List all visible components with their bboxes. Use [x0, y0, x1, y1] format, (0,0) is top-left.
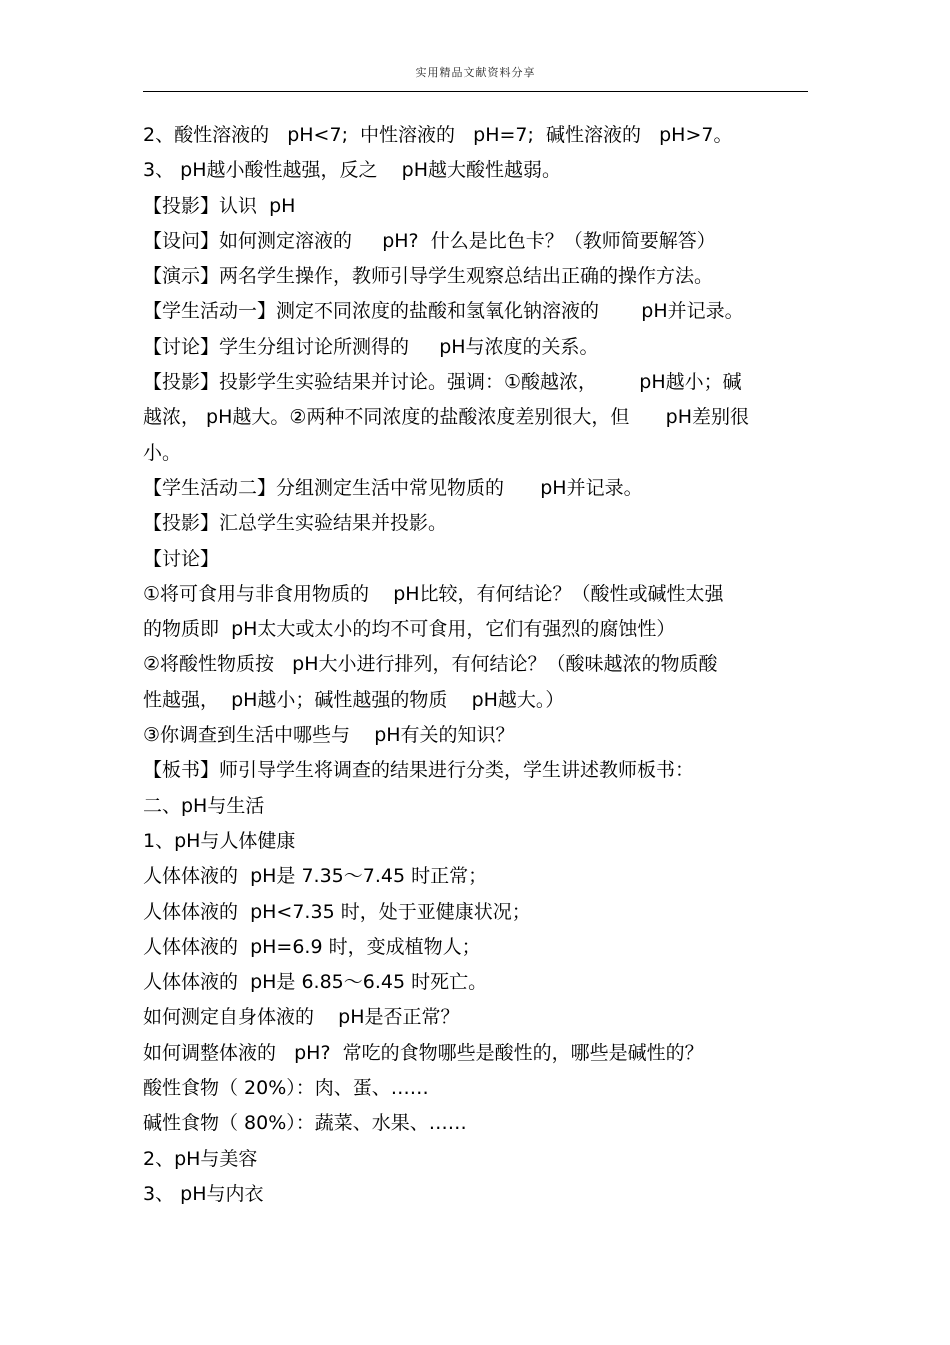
text-line: 人体体液的 pH是 7.35～7.45 时正常； — [143, 865, 488, 888]
text-line: 性越强， pH越小；碱性越强的物质 pH越大。） — [143, 688, 565, 711]
page-header: 实用精品文献资料分享 — [415, 66, 536, 79]
text-line: 1、pH与人体健康 — [143, 829, 296, 852]
text-line: 2、pH与美容 — [143, 1147, 258, 1170]
text-line: 【学生活动一】测定不同浓度的盐酸和氢氧化钠溶液的 pH并记录。 — [143, 300, 744, 323]
text-line: 【设问】如何测定溶液的 pH? 什么是比色卡？（教师简要解答） — [143, 229, 716, 252]
text-line: 越浓， pH越大。②两种不同浓度的盐酸浓度差别很大，但 pH差别很 — [143, 406, 750, 429]
text-line: 3、 pH与内衣 — [143, 1182, 264, 1205]
text-line: 人体体液的 pH=6.9 时，变成植物人； — [143, 935, 481, 958]
text-line: 人体体液的 pH是 6.85～6.45 时死亡。 — [143, 971, 488, 994]
text-line: 如何调整体液的 pH? 常吃的食物哪些是酸性的，哪些是碱性的？ — [143, 1041, 704, 1064]
header-divider — [143, 91, 808, 92]
text-line: 【投影】汇总学生实验结果并投影。 — [143, 512, 448, 535]
text-line: 【板书】师引导学生将调查的结果进行分类，学生讲述教师板书： — [143, 759, 695, 782]
text-line: ③你调查到生活中哪些与 pH有关的知识？ — [143, 724, 515, 747]
text-line: 二、pH与生活 — [143, 794, 265, 817]
text-line: 【投影】投影学生实验结果并讨论。强调：①酸越浓， pH越小；碱 — [143, 371, 742, 394]
text-line: 【讨论】学生分组讨论所测得的 pH与浓度的关系。 — [143, 335, 599, 358]
text-line: 【学生活动二】分组测定生活中常见物质的 pH并记录。 — [143, 476, 643, 499]
text-line: 【投影】认识 pH — [143, 194, 296, 217]
document-body — [143, 118, 808, 1212]
text-line: ①将可食用与非食用物质的 pH比较，有何结论？（酸性或碱性太强 — [143, 582, 724, 605]
text-line: 的物质即 pH太大或太小的均不可食用，它们有强烈的腐蚀性） — [143, 618, 676, 641]
text-line: 小。 — [143, 441, 182, 464]
text-line: 3、 pH越小酸性越强，反之 pH越大酸性越弱。 — [143, 159, 561, 182]
text-line: 酸性食物（ 20%）：肉、蛋、…… — [143, 1077, 429, 1100]
text-line: 碱性食物（ 80%）：蔬菜、水果、…… — [143, 1112, 467, 1135]
text-line: 2、酸性溶液的 pH<7; 中性溶液的 pH=7; 碱性溶液的 pH>7。 — [143, 124, 733, 146]
text-line: 【演示】两名学生操作，教师引导学生观察总结出正确的操作方法。 — [143, 265, 714, 288]
text-line: 【讨论】 — [143, 547, 220, 570]
text-line: ②将酸性物质按 pH大小进行排列，有何结论？（酸味越浓的物质酸 — [143, 653, 718, 676]
text-line: 如何测定自身体液的 pH是否正常？ — [143, 1006, 460, 1029]
text-line: 人体体液的 pH<7.35 时，处于亚健康状况； — [143, 900, 531, 923]
